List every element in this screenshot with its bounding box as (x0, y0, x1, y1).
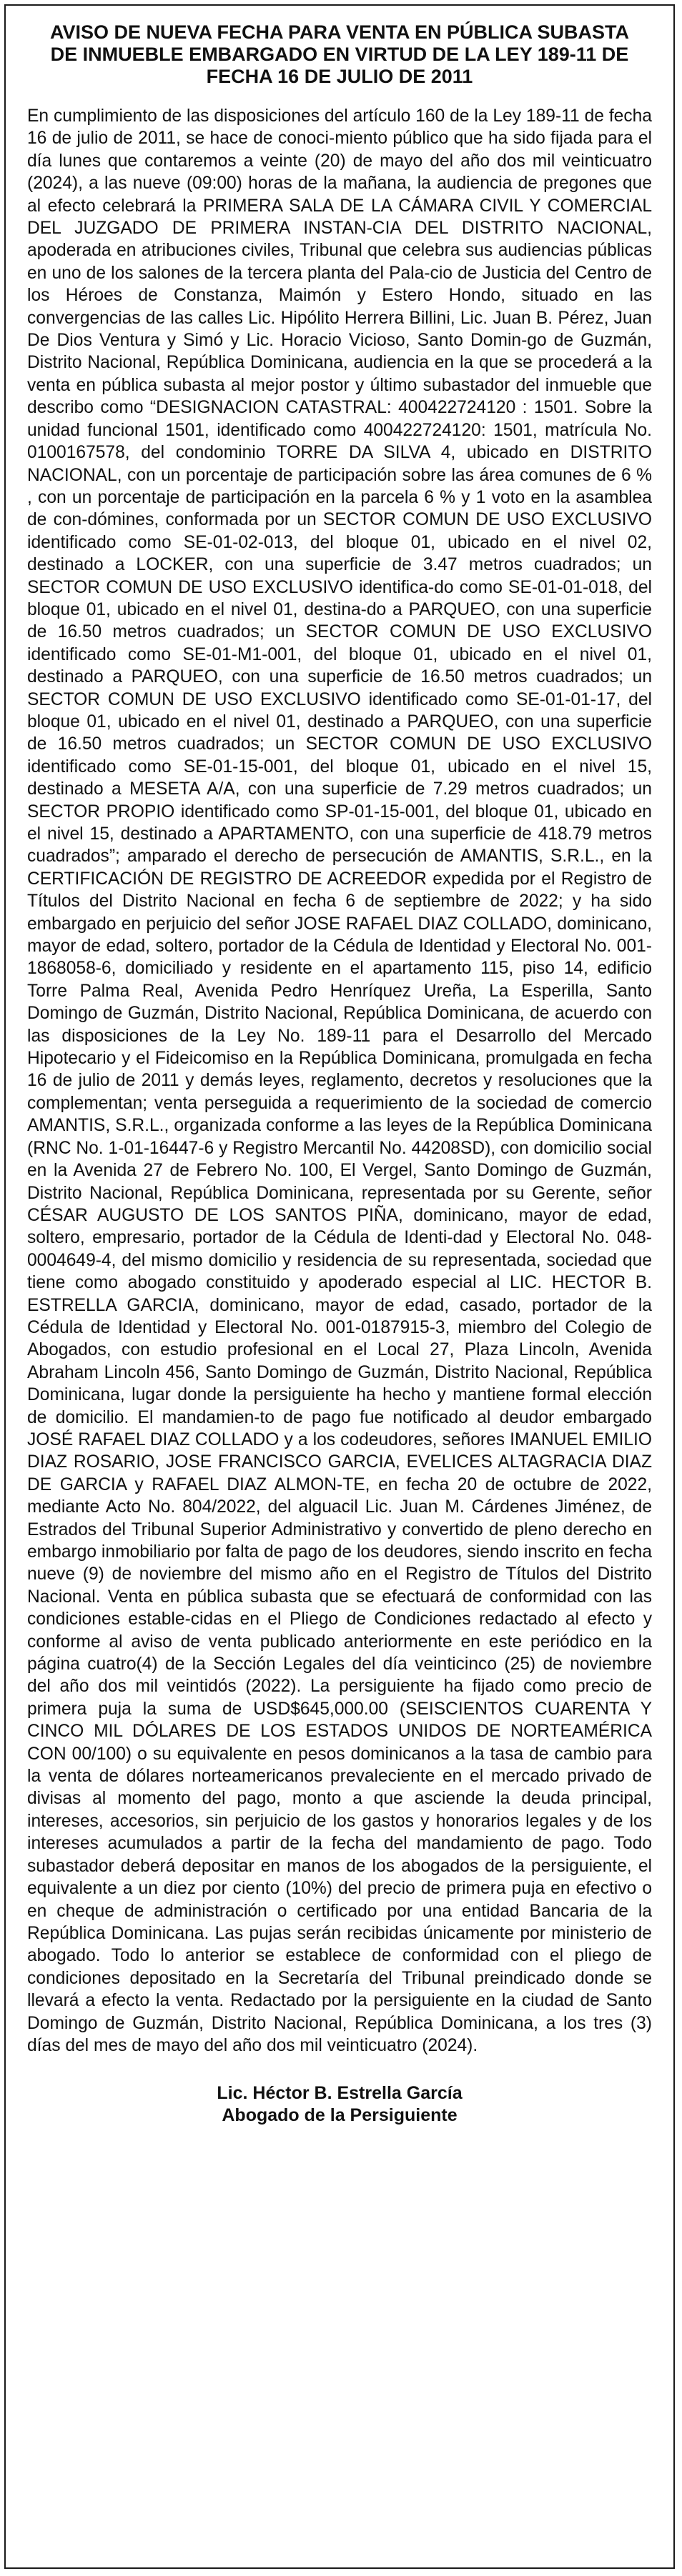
signature-block (27, 2082, 652, 2127)
legal-notice-frame (4, 4, 675, 2569)
signature-name: Lic. Héctor B. Estrella García (217, 2083, 463, 2104)
notice-title: AVISO DE NUEVA FECHA PARA VENTA EN PÚBLICA SUBASTA DE INMUEBLE EMBARGADO EN VIRTUD DE LA LEY 189-11 DE FECHA 16 DE JULIO DE 2011 (49, 21, 630, 87)
notice-body: En cumplimiento de las disposiciones del artículo 160 de la Ley 189-11 de fecha 16 de julio de 2011, se hace de conoci-miento público que ha sido fijada para el día lunes que contaremos a veinte (20) de mayo del año dos mil veinticuatro (2024), a las nueve (09:00) horas de la mañana, la audiencia de pregones que al efecto celebrará la PRIMERA SALA DE LA CÁMARA CIVIL Y COMERCIAL DEL JUZGADO DE PRIMERA INSTAN-CIA DEL DISTRITO NACIONAL, apoderada en atribuciones civiles, Tribunal que celebra sus audiencias públicas en uno de los salones de la tercera planta del Pala-cio de Justicia del Centro de los Héroes de Constanza, Maimón y Estero Hondo, situado en las convergencias de las calles Lic. Hipólito Herrera Billini, Lic. Juan B. Pérez, Juan De Dios Ventura y Simó y Lic. Horacio Vicioso, Santo Domin-go de Guzmán, Distrito Nacional, República Dominicana, audiencia en la que se procederá a la venta en pública subasta al mejor postor y último subastador del inmueble que describo como “DESIGNACION CATASTRAL: 400422724120 : 1501. Sobre la unidad funcional 1501, identificado como 400422724120: 1501, matrícula No. 0100167578, del condominio TORRE DA SILVA 4, ubicado en DISTRITO NACIONAL, con un porcentaje de participación sobre las área comunes de 6 % , con un porcentaje de participación en la parcela 6 % y 1 voto en la asamblea de con-dómines, conformada por un SECTOR COMUN DE USO EXCLUSIVO identificado como SE-01-02-013, del bloque 01, ubicado en el nivel 02, destinado a LOCKER, con una superficie de 3.47 metros cuadrados; un SECTOR COMUN DE USO EXCLUSIVO identifica-do como SE-01-01-018, del bloque 01, ubicado en el nivel 01, destina-do a PARQUEO, con una superficie de 16.50 metros cuadrados; un SECTOR COMUN DE USO EXCLUSIVO identificado como SE-01-M1-001, del bloque 01, ubicado en el nivel 01, destinado a PARQUEO, con una superficie de 16.50 metros cuadrados; un SECTOR COMUN DE USO EXCLUSIVO identificado como SE-01-01-17, del bloque 01, ubicado en el nivel 01, destinado a PARQUEO, con una superficie de 16.50 metros cuadrados; un SECTOR COMUN DE USO EXCLUSIVO identificado como SE-01-15-001, del bloque 01, ubicado en el nivel 15, destinado a MESETA A/A, con una superficie de 7.29 metros cuadrados; un SECTOR PROPIO identificado como SP-01-15-001, del bloque 01, ubicado en el nivel 15, destinado a APARTAMENTO, con una superficie de 418.79 metros cuadrados”; amparado el derecho de persecución de AMANTIS, S.R.L., en la CERTIFICACIÓN DE REGISTRO DE ACREEDOR expedida por el Registro de Títulos del Distrito Nacional en fecha 6 de septiembre de 2022; y ha sido embargado en perjuicio del señor JOSE RAFAEL DIAZ COLLADO, dominicano, mayor de edad, soltero, portador de la Cédula de Identidad y Electoral No. 001-1868058-6, domiciliado y residente en el apartamento 115, piso 14, edificio Torre Palma Real, Avenida Pedro Henríquez Ureña, La Esperilla, Santo Domingo de Guzmán, Distrito Nacional, República Dominicana, de acuerdo con las disposiciones de la Ley No. 189-11 para el Desarrollo del Mercado Hipotecario y el Fideicomiso en la República Dominicana, promulgada en fecha 16 de julio de 2011 y demás leyes, reglamento, decretos y resoluciones que la complementan; venta perseguida a requerimiento de la sociedad de comercio AMANTIS, S.R.L., organizada conforme a las leyes de la República Dominicana (RNC No. 1-01-16447-6 y Registro Mercantil No. 44208SD), con domicilio social en la Avenida 27 de Febrero No. 100, El Vergel, Santo Domingo de Guzmán, Distrito Nacional, República Dominicana, representada por su Gerente, señor CÉSAR AUGUSTO DE LOS SANTOS PIÑA, dominicano, mayor de edad, soltero, empresario, portador de la Cédula de Identi-dad y Electoral No. 048-0004649-4, del mismo domicilio y residencia de su representada, sociedad que tiene como abogado constituido y apoderado especial al LIC. HECTOR B. ESTRELLA GARCIA, dominicano, mayor de edad, casado, portador de la Cédula de Identidad y Electoral No. 001-0187915-3, miembro del Colegio de Abogados, con estudio profesional en el Local 27, Plaza Lincoln, Avenida Abraham Lincoln 456, Santo Domingo de Guzmán, Distrito Nacional, República Dominicana, lugar donde la persiguiente ha hecho y mantiene formal elección de domicilio. El mandamien-to de pago fue notificado al deudor embargado JOSÉ RAFAEL DIAZ COLLADO y a los codeudores, señores IMANUEL EMILIO DIAZ ROSARIO, JOSE FRANCISCO GARCIA, EVELICES ALTAGRACIA DIAZ DE GARCIA y RAFAEL DIAZ ALMON-TE, en fecha 20 de octubre de 2022, mediante Acto No. 804/2022, del alguacil Lic. Juan M. Cárdenes Jiménez, de Estrados del Tribunal Superior Administrativo y convertido de pleno derecho en embargo inmobiliario por falta de pago de los deudores, siendo inscrito en fecha nueve (9) de noviembre del mismo año en el Registro de Títulos del Distrito Nacional. Venta en pública subasta que se efectuará de conformidad con las condiciones estable-cidas en el Pliego de Condiciones redactado al efecto y conforme al aviso de venta publicado anteriormente en este periódico en la página cuatro(4) de la Sección Legales del día veinticinco (25) de noviembre del año dos mil veintidós (2022). La persiguiente ha fijado como precio de primera puja la suma de USD$645,000.00 (SEISCIENTOS CUARENTA Y CINCO MIL DÓLARES DE LOS ESTADOS UNIDOS DE NORTEAMÉRICA CON 00/100) o su equivalente en pesos dominicanos a la tasa de cambio para la venta de dólares norteamericanos prevaleciente en el mercado privado de divisas al momento del pago, monto a que asciende la deuda principal, intereses, accesorios, sin perjuicio de los gastos y honorarios legales y de los intereses acumulados a partir de la fecha del mandamiento de pago. Todo subastador deberá depositar en manos de los abogados de la persiguiente, el equivalente a un diez por ciento (10%) del precio de primera puja en efectivo o en cheque de administración o certificado por una entidad Bancaria de la República Dominicana. Las pujas serán recibidas únicamente por ministerio de abogado. Todo lo anterior se establece de conformidad con el pliego de condiciones depositado en la Secretaría del Tribunal preindicado donde se llevará a efecto la venta. Redactado por la persiguiente en la ciudad de Santo Domingo de Guzmán, Distrito Nacional, República Dominicana, a los tres (3) días del mes de mayo del año dos mil veinticuatro (2024). (27, 106, 652, 2055)
signature-role: Abogado de la Persiguiente (222, 2105, 458, 2126)
